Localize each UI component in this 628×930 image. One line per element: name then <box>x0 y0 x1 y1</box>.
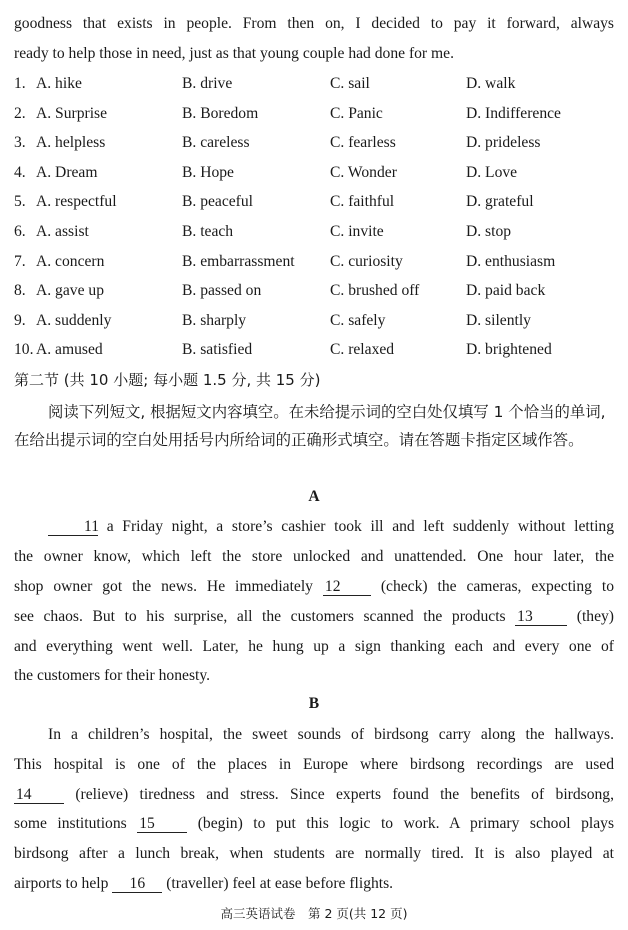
blank-15: 15 <box>137 815 187 833</box>
passage-b-line-4-pre: some institutions <box>14 815 127 832</box>
option-d: D. brightened <box>466 341 552 359</box>
option-a: A. respectful <box>36 193 117 211</box>
blank-13: 13 <box>515 608 567 626</box>
option-b: B. Hope <box>182 163 234 181</box>
blank-11: 11 <box>48 518 98 536</box>
option-a: A. helpless <box>36 134 106 152</box>
passage-b-line-6 <box>14 874 393 894</box>
option-c: C. fearless <box>330 134 396 152</box>
option-c: C. brushed off <box>330 282 420 300</box>
option-d: D. prideless <box>466 134 541 152</box>
question-number: 8. <box>14 282 26 300</box>
option-c: C. faithful <box>330 193 395 211</box>
option-b: B. sharply <box>182 311 247 329</box>
passage-b-line-3-post: (relieve) tiredness and stress. Since experts found the benefits of birdsong, <box>75 786 614 803</box>
passage-b-line-4 <box>14 814 614 834</box>
option-a: A. Dream <box>36 163 98 181</box>
passage-a-line-3-pre: shop owner got the news. He immediately <box>14 578 313 595</box>
option-c: C. Wonder <box>330 163 397 181</box>
question-number: 10. <box>14 341 34 359</box>
option-a: A. assist <box>36 223 89 240</box>
option-row <box>14 281 614 303</box>
passage-a-line-4 <box>14 607 614 627</box>
option-row <box>14 163 614 185</box>
passage-a-line-5: and everything went well. Later, he hung up a sign thanking each and every one of <box>14 638 614 655</box>
option-row <box>14 222 614 244</box>
option-b: B. satisfied <box>182 341 253 359</box>
option-c: C. Panic <box>330 104 383 122</box>
option-d: D. enthusiasm <box>466 252 556 270</box>
passage-a-line-6: the customers for their honesty. <box>14 667 211 684</box>
option-b: B. Boredom <box>182 104 259 122</box>
passage-a-line-1-text: a Friday night, a store’s cashier took ill and left suddenly without letting <box>106 518 614 535</box>
option-row <box>14 311 614 333</box>
passage-a-line-4-post: (they) <box>576 608 614 625</box>
section-title: 第二节 (共 10 小题; 每小题 1.5 分, 共 15 分) <box>14 371 321 389</box>
question-number: 6. <box>14 223 26 240</box>
option-a: A. amused <box>36 341 103 359</box>
option-a: A. concern <box>36 252 105 270</box>
option-row <box>14 252 614 274</box>
option-b: B. drive <box>182 75 233 92</box>
option-d: D. walk <box>466 75 516 92</box>
question-number: 7. <box>14 252 26 270</box>
option-row <box>14 340 614 362</box>
passage-b-line-3 <box>14 785 614 805</box>
option-c: C. relaxed <box>330 341 395 359</box>
option-row <box>14 192 614 214</box>
option-c: C. curiosity <box>330 252 403 270</box>
option-b: B. careless <box>182 134 250 152</box>
passage-a-line-3-post: (check) the cameras, expecting to <box>380 578 615 595</box>
option-b: B. embarrassment <box>182 252 295 270</box>
blank-12: 12 <box>323 578 371 596</box>
passage-a-line-3 <box>14 577 614 597</box>
option-d: D. grateful <box>466 193 534 211</box>
question-number: 4. <box>14 163 26 181</box>
option-b: B. teach <box>182 223 234 240</box>
section-instructions: 阅读下列短文, 根据短文内容填空。在未给提示词的空白处仅填写 1 个恰当的单词, 在给出提示词的空白处用括号内所给词的正确形式填空。请在答题卡指定区域作答。 <box>14 403 606 449</box>
option-c: C. safely <box>330 311 386 329</box>
passage-a-line-4-pre: see chaos. But to his surprise, all the customers scanned the products <box>14 608 506 625</box>
question-number: 3. <box>14 134 26 152</box>
question-number: 2. <box>14 104 26 122</box>
passage-b-line-6-pre: airports to help <box>14 875 109 892</box>
option-d: D. Love <box>466 163 518 181</box>
option-d: D. Indifference <box>466 104 561 122</box>
intro-line-1: goodness that exists in people. From then on, I decided to pay it forward, always <box>14 15 614 32</box>
passage-b-line-5: birdsong after a lunch break, when students are normally tired. It is also played at <box>14 845 614 862</box>
option-a: A. gave up <box>36 282 104 300</box>
option-row <box>14 104 614 126</box>
option-a: A. Surprise <box>36 104 108 122</box>
passage-b-line-1: In a children’s hospital, the sweet sounds of birdsong carry along the hallways. <box>48 726 614 743</box>
question-number: 5. <box>14 193 26 211</box>
passage-b-line-6-post: (traveller) feel at ease before flights. <box>166 875 394 892</box>
option-b: B. passed on <box>182 282 262 300</box>
option-d: D. paid back <box>466 282 546 300</box>
question-number: 1. <box>14 75 26 92</box>
option-row <box>14 74 614 96</box>
passage-a-heading: A <box>308 488 320 505</box>
blank-14: 14 <box>14 786 64 804</box>
page-footer: 高三英语试卷 第 2 页(共 12 页) <box>220 906 408 921</box>
passage-b-line-2: This hospital is one of the places in Europe where birdsong recordings are used <box>14 756 614 773</box>
question-number: 9. <box>14 311 26 329</box>
intro-line-2: ready to help those in need, just as that young couple had done for me. <box>14 45 454 62</box>
option-d: D. stop <box>466 223 512 240</box>
option-a: A. suddenly <box>36 311 112 329</box>
option-c: C. sail <box>330 75 370 92</box>
passage-b-heading: B <box>308 695 320 712</box>
option-a: A. hike <box>36 75 82 92</box>
option-row <box>14 133 614 155</box>
option-c: C. invite <box>330 223 384 240</box>
passage-a-line-1 <box>14 517 614 537</box>
option-d: D. silently <box>466 311 531 329</box>
blank-16: 16 <box>112 875 162 893</box>
passage-a-line-2: the owner know, which left the store unlocked and unattended. One hour later, the <box>14 548 614 565</box>
option-b: B. peaceful <box>182 193 254 211</box>
passage-b-line-4-post: (begin) to put this logic to work. A primary school plays <box>197 815 615 832</box>
